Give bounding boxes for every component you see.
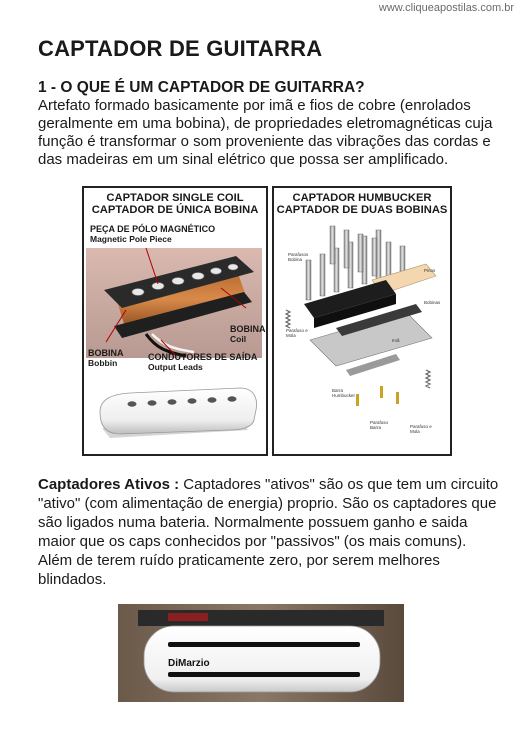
part-label-magnet: Imã [392, 338, 400, 343]
humbucker-title-line1: CAPTADOR HUMBUCKER [292, 192, 432, 204]
dimarzio-pickup-photo [118, 604, 404, 702]
label-bobbin [88, 348, 124, 368]
active-pickups-paragraph [38, 475, 500, 589]
cover-hole [228, 396, 237, 401]
single-coil-title-line1: CAPTADOR SINGLE COIL [106, 192, 244, 204]
slug-pin [358, 234, 363, 272]
cover-hole [128, 401, 137, 406]
humbucker-figure [272, 186, 452, 456]
cover-hole [168, 399, 177, 404]
part-label-coils: Bobinas [424, 300, 441, 305]
active-pickups-heading: Captadores Ativos : [38, 476, 180, 493]
section-heading: 1 - O QUE É UM CAPTADOR DE GUITARRA? [38, 79, 365, 96]
part-label-screw-spring-2: Parafuso e Mola [410, 424, 432, 434]
brand-logo: DiMarzio [168, 658, 210, 669]
label-output-leads-en: Output Leads [148, 362, 203, 372]
part-label-bar-screw: Parafuso Barra [370, 420, 389, 430]
pole-piece [228, 264, 238, 270]
cover-hole [188, 398, 197, 403]
cover-hole [208, 397, 217, 402]
slug-pin [344, 230, 349, 268]
label-pole-piece-pt: PEÇA DE PÓLO MAGNÉTICO [90, 224, 216, 234]
label-coil-en: Coil [230, 334, 247, 344]
label-pole-piece [90, 224, 215, 244]
part-label-pins: Pinos [424, 268, 436, 273]
spring [286, 310, 290, 328]
part-label-coil-screws: Parafusos Bobina [288, 252, 309, 262]
active-pickups-text: Captadores "ativos" são os que tem um circuito "ativo" (com alimentação de energia) proprio. São os captadores que são ligados numa bateria. Normalmente possuem ganho e saida maior que os caps conhecidos por "passivos" (os mais comuns). Além de terem ruído praticamente zero, por serem melhores blindados. [38, 476, 499, 588]
spring [426, 370, 430, 388]
label-bobbin-en: Bobbin [88, 358, 118, 368]
part-label-humbucker-bar: Barra Humbucker [332, 388, 356, 398]
coil-screw [306, 260, 311, 300]
single-coil-cover-photo [90, 378, 260, 448]
single-coil-title [84, 192, 266, 216]
label-bobbin-pt: BOBINA [88, 348, 124, 358]
blade-top [168, 642, 360, 647]
single-coil-title-line2: CAPTADOR DE ÚNICA BOBINA [91, 204, 259, 216]
mounting-screws-left [286, 310, 290, 328]
page-title: CAPTADOR DE GUITARRA [38, 36, 323, 61]
intro-paragraph: Artefato formado basicamente por imã e fios de cobre (enrolados geralmente em uma bobina), de propriedades eletromagnéticas cuja função é transformar o som proveniente das vibrações das cordas e das madeiras em um sinal elétrico que possa ser amplificado. [38, 97, 493, 168]
slug-pin [372, 238, 377, 276]
cover-body [100, 388, 257, 434]
blade-bottom [168, 672, 360, 677]
cover-hole [148, 400, 157, 405]
humbucker-title-line2: CAPTADOR DE DUAS BOBINAS [276, 204, 448, 216]
label-coil [230, 324, 266, 344]
mounting-screws-right [426, 370, 430, 388]
slug-pin [330, 226, 335, 264]
bar-screw [396, 392, 399, 404]
bar-screw [356, 394, 359, 406]
single-coil-figure [82, 186, 268, 456]
pole-piece [132, 289, 144, 296]
pole-piece [211, 268, 222, 274]
humbucker-title [274, 192, 450, 216]
label-output-leads-pt: CONDUTORES DE SAÍDA [148, 352, 258, 362]
red-detail [168, 613, 208, 621]
bar-screw [380, 386, 383, 398]
label-output-leads [148, 352, 257, 372]
site-url[interactable]: www.cliqueapostilas.com.br [378, 2, 514, 14]
label-coil-pt: BOBINA [230, 324, 266, 334]
part-label-screw-spring: Parafuso e Mola [286, 328, 308, 338]
label-pole-piece-en: Magnetic Pole Piece [90, 234, 172, 244]
bar-screws [356, 386, 399, 406]
pole-piece [172, 278, 184, 285]
pole-piece [192, 273, 204, 280]
coil-screw [320, 254, 325, 296]
